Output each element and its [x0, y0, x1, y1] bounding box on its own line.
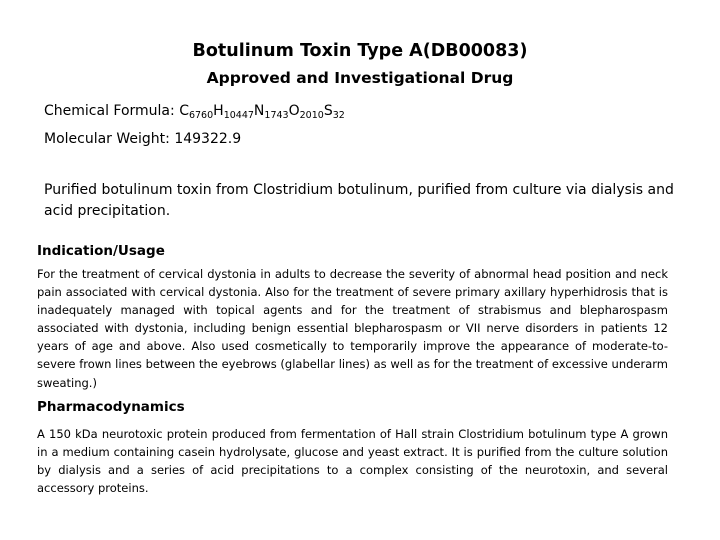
drug-description: Purified botulinum toxin from Clostridium botulinum, purified from culture via dialysis and acid precipitation.	[44, 182, 674, 219]
pharmacodynamics-heading: Pharmacodynamics	[37, 399, 185, 415]
formula-element-h: H	[213, 103, 224, 119]
page-title: Botulinum Toxin Type A(DB00083)	[192, 41, 528, 61]
indication-text: For the treatment of cervical dystonia in adults to decrease the severity of abnormal head position and neck pain associated with cervical dystonia. Also for the treatment of severe primary axillary hyperhidrosis that is inadequately managed with topical agents and for the treatment of strabismus and blepharospasm associated with dystonia, including benign essential blepharospasm or VII nerve disorders in patients 12 years of age and above. Also used cosmetically to temporarily improve the appearance of moderate-to-severe frown lines between the eyebrows (glabellar lines) as well as for the treatment of excessive underarm sweating.)	[37, 267, 668, 390]
formula-count-o: 2010	[299, 110, 324, 121]
pharmacodynamics-text: A 150 kDa neurotoxic protein produced from fermentation of Hall strain Clostridium botulinum type A grown in a medium containing casein hydrolysate, glucose and yeast extract. It is purified from the culture solution by dialysis and a series of acid precipitations to a complex consisting of the neurotoxin, and several accessory proteins.	[37, 427, 668, 496]
formula-element-o: O	[288, 103, 300, 119]
formula-count-n: 1743	[264, 110, 289, 121]
formula-element-c: C	[179, 103, 189, 119]
formula-count-c: 6760	[188, 110, 214, 121]
chemical-formula	[44, 101, 345, 121]
formula-count-s: 32	[332, 110, 345, 121]
chemical-formula-label: Chemical Formula:	[44, 103, 180, 119]
formula-count-h: 10447	[223, 110, 254, 121]
indication-heading: Indication/Usage	[37, 243, 165, 259]
page-subtitle: Approved and Investigational Drug	[206, 69, 514, 87]
formula-element-n: N	[253, 103, 265, 119]
formula-element-s: S	[323, 103, 333, 119]
molecular-weight: Molecular Weight: 149322.9	[44, 131, 242, 147]
